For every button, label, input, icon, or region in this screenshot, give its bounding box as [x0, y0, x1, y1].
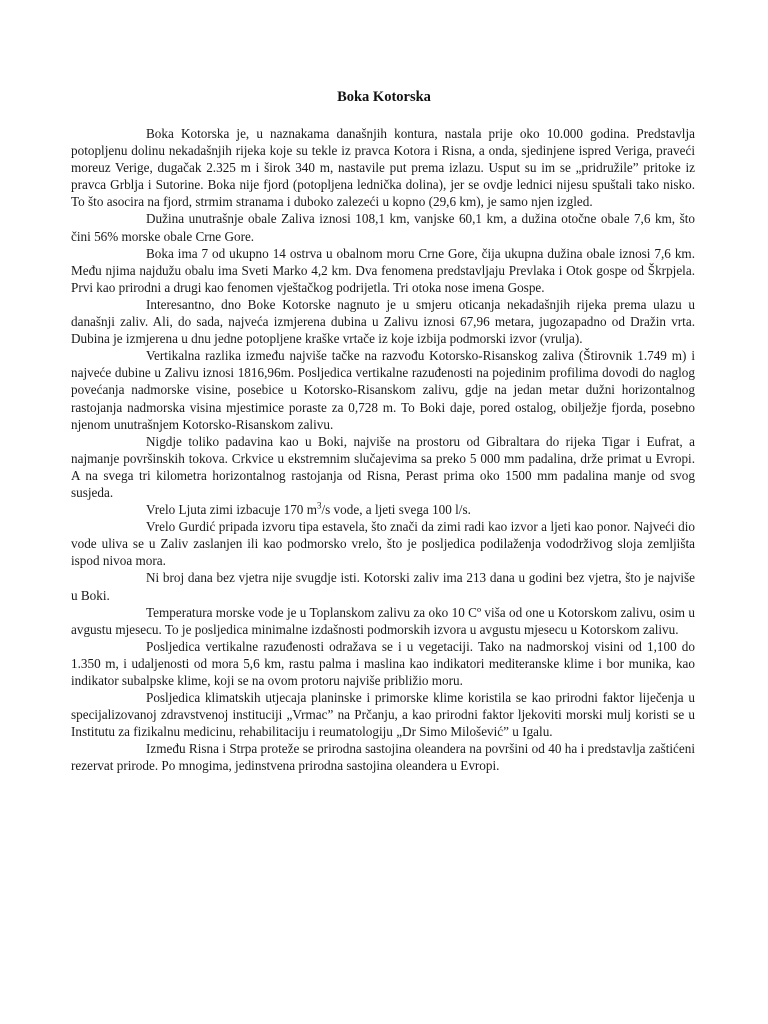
paragraph-origin: Boka Kotorska je, u naznakama današnjih kontura, nastala prije oko 10.000 godina. Predstavlja potopljenu dolinu nekadašnjih rijeka koje su tekle iz pravca Kotora i Risna, a onda, sjedinjene ispred Veriga, praveći moreuz Verige, dugačak 2.325 m i širok 340 m, nastavile put prema izlazu. Usput su im se „pridružile” pritoke iz pravca Grblja i Sutorine. Boka nije fjord (potopljena lednička dolina), jer se ovdje lednici nijesu spuštali tako nisko. To što asocira na fjord, strmim stranama i duboko zalezeći u kopno (29,6 km), je samo njen izgled. [71, 126, 695, 210]
paragraph-islands: Boka ima 7 od ukupno 14 ostrva u obalnom moru Crne Gore, čija ukupna dužina obale iznosi 7,6 km. Među njima najdužu obalu ima Sveti Marko 4,2 km. Dva fenomena predstavljaju Prevlaka i Otok gospe od Škrpjela. Prvi kao prirodni a drugi kao fenomen vještačkog podrijetla. Tri otoka nose imena Gospe. [71, 245, 695, 295]
paragraph-vertical-difference: Vertikalna razlika između najviše tačke na razvođu Kotorsko-Risanskog zaliva (Štirovnik 1.749 m) i najveće dubine u Zalivu iznosi 1816,96m. Posljedica vertikalne razuđenosti na pojedinim profilima dovodi do naglog povećanja nadmorske visine, posebice u Kotorsko-Risanskom zalivu, gdje na jedan metar dužni horizontalnog rastojanja nadmorska visina mjestimice poraste za 0,728 m. To Boki daje, pored ostalog, obilježje fjorda, posebno njenom unutrašnjem Kotorsko-Risanskom zalivu. [71, 348, 695, 432]
paragraph-spring-gurdic: Vrelo Gurdić pripada izvoru tipa estavela, što znači da zimi radi kao izvor a ljeti kao ponor. Najveći dio vode uliva se u Zaliv zaslanjen ili kao podmorsko vrelo, što je posljedica podilaženja vododrživog sloja zemljišta ispod nivoa mora. [71, 519, 695, 569]
paragraph-seabed-depth: Interesantno, dno Boke Kotorske nagnuto je u smjeru oticanja nekadašnjih rijeka prema ulazu u današnji zaliv. Ali, do sada, najveća izmjerena dubina u Zalivu iznosi 67,96 metara, jugozapadno od Dražin vrta. Dubina je izmjerena u dnu jedne potopljene kraške vrtače iz koje izbija podmorski izvor (vrulja). [71, 296, 695, 347]
paragraph-precipitation: Nigdje toliko padavina kao u Boki, najviše na prostoru od Gibraltara do rijeka Tigar i Eufrat, a najmanje površinskih tokova. Crkvice u ekstremnim slučajevima sa preko 5 000 mm padalina, drže primat u Evropi. A na svega tri kilometra horizontalnog rastojanja od Risna, Perast prima oko 1500 mm padalina manje od svog susjeda. [71, 433, 695, 500]
document-body [71, 125, 695, 775]
document-title: Boka Kotorska [337, 89, 431, 105]
paragraph-wind: Ni broj dana bez vjetra nije svugdje isti. Kotorski zaliv ima 213 dana u godini bez vjetra, što je najviše u Boki. [71, 570, 695, 603]
paragraph-coastline-length: Dužina unutrašnje obale Zaliva iznosi 108,1 km, vanjske 60,1 km, a dužina otočne obale 7,6 km, što čini 56% morske obale Crne Gore. [71, 211, 695, 244]
paragraph-sea-temperature: Temperatura morske vode je u Toplanskom zalivu za oko 10 Cº viša od one u Kotorskom zalivu, osim u avgustu mjesecu. To je posljedica minimalne izdašnosti podmorskih izvora u avgustu mjesecu u Kotorskom zalivu. [71, 604, 695, 637]
paragraph-vegetation: Posljedica vertikalne razuđenosti odražava se i u vegetaciji. Tako na nadmorskoj visini od 1,100 do 1.350 m, i udaljenosti od mora 5,6 km, rastu palma i maslina kao indikatori mediteranske klime i bor munika, kao indikator subalpske klime, koji se na ovom protoru najviše približio moru. [71, 638, 695, 688]
paragraph-spring-ljuta: Vrelo Ljuta zimi izbacuje 170 $m^3/s$ vode, a ljeti svega 100 l/s. [146, 500, 471, 518]
paragraph-climate-healing: Posljedica klimatskih utjecaja planinske i primorske klime koristila se kao prirodni faktor liječenja u specijalizovanoj zdravstvenoj instituciji „Vrmac” na Prčanju, a kao prirodni faktor ljekoviti morski mulj koristi se u Institutu za fizikalnu medicinu, rehabilitaciju i reumatologiju „Dr Simo Milošević” u Igalu. [71, 690, 695, 740]
paragraph-oleander: Između Risna i Strpa proteže se prirodna sastojina oleandera na površini od 40 ha i predstavlja zaštićeni rezervat prirode. Po mnogima, jedinstvena prirodna sastojina oleandera u Evropi. [71, 741, 695, 774]
